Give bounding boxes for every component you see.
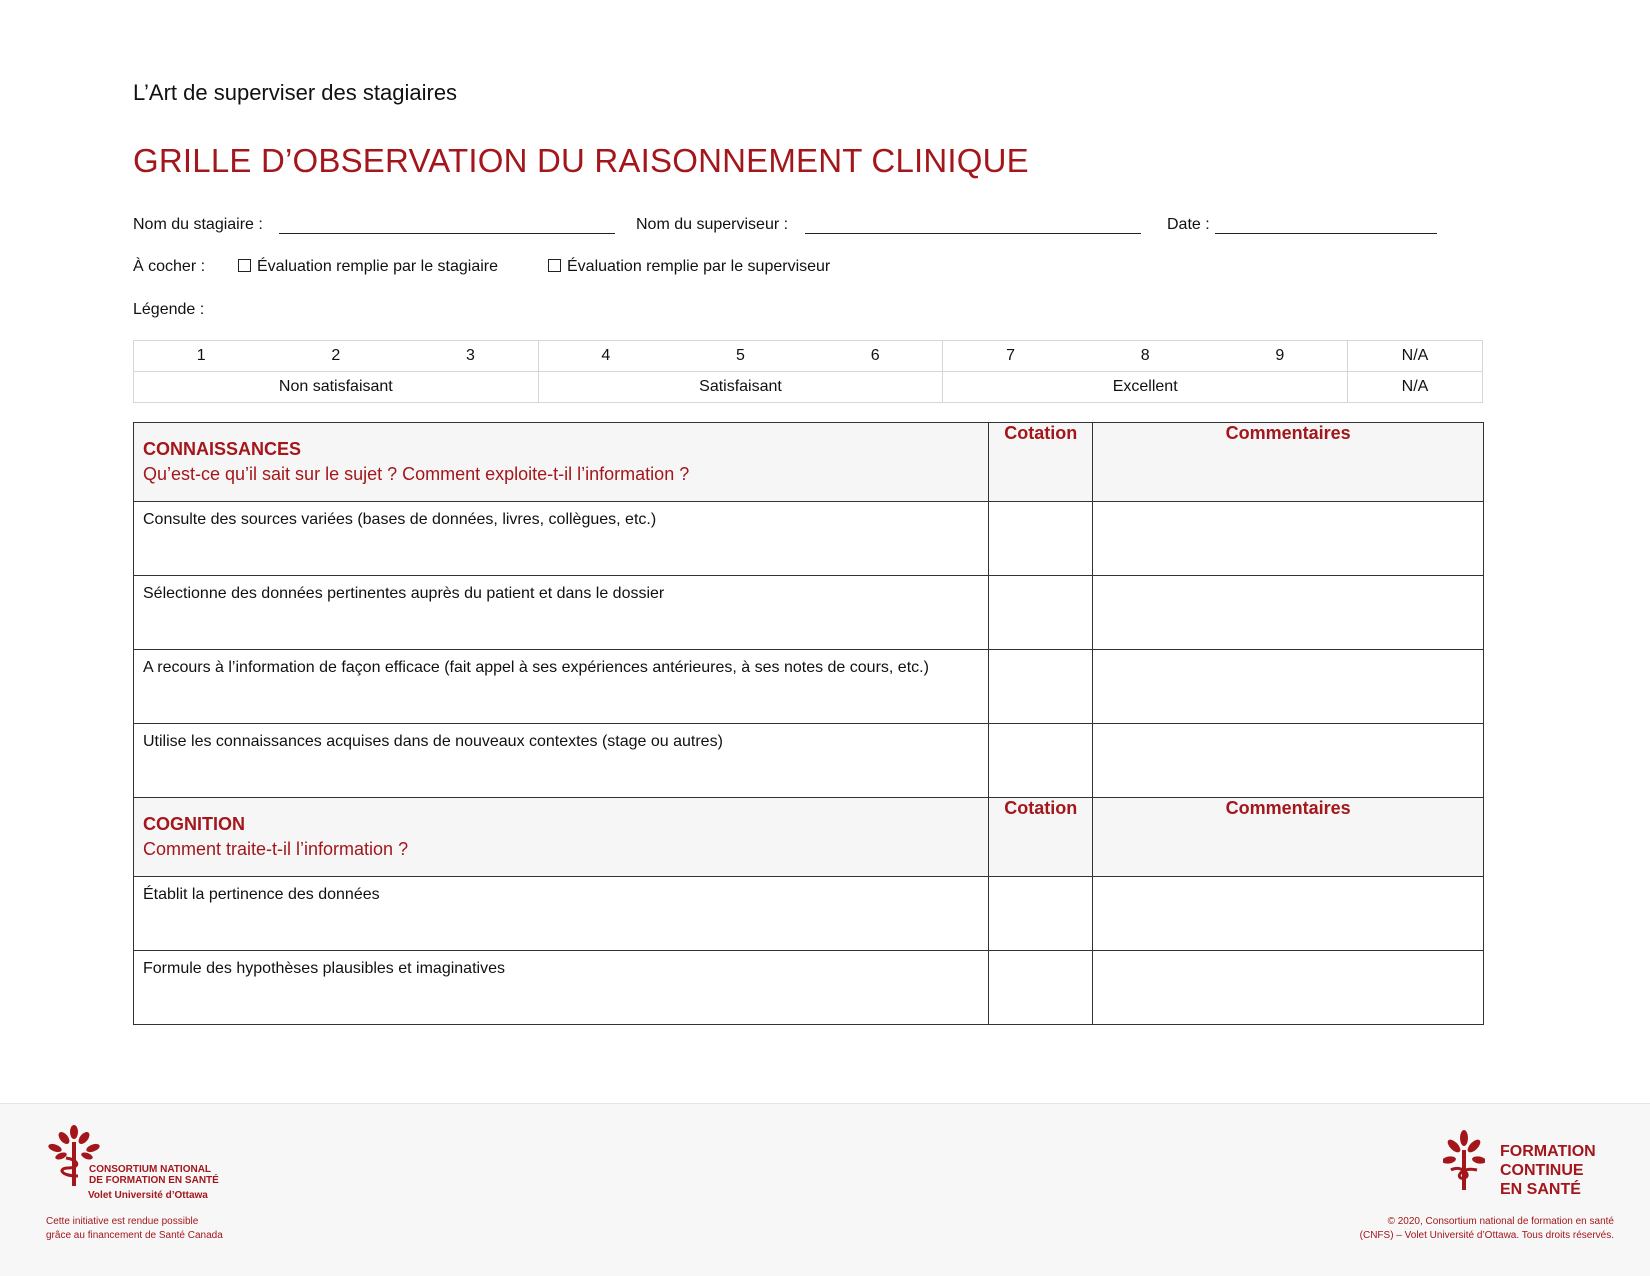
cnfs-name-line2: DE FORMATION EN SANTÉ	[89, 1175, 219, 1186]
legend-numbers-row	[134, 341, 1483, 372]
rating-column-header: Cotation	[989, 423, 1093, 502]
comments-column-header: Commentaires	[1093, 423, 1484, 502]
comments-cell[interactable]	[1093, 650, 1484, 724]
document-subtitle: L’Art de superviser des stagiaires	[133, 80, 458, 105]
criterion-text: Utilise les connaissances acquises dans de nouveaux contextes (stage ou autres)	[143, 733, 723, 750]
legend-number: N/A	[1348, 341, 1483, 372]
fcs-name-line3: EN SANTÉ	[1500, 1181, 1581, 1198]
observation-grid	[133, 422, 1484, 1025]
legend-number: 1	[134, 341, 269, 372]
copyright-line1: © 2020, Consortium national de formation en santé	[1387, 1216, 1614, 1227]
checkbox-supervisor[interactable]	[548, 258, 830, 276]
section-title: CONNAISSANCES	[143, 439, 302, 459]
section-question: Comment traite-t-il l’information ?	[143, 839, 409, 859]
page-title: GRILLE D’OBSERVATION DU RAISONNEMENT CLINIQUE	[133, 142, 1029, 179]
legend-group: Excellent	[943, 372, 1348, 403]
rating-cell[interactable]	[989, 650, 1093, 724]
date-label: Date :	[1167, 216, 1210, 233]
page-footer	[0, 1103, 1650, 1276]
legend-number: 9	[1213, 341, 1348, 372]
trainee-label: Nom du stagiaire :	[133, 216, 263, 233]
legend-number: 4	[538, 341, 673, 372]
table-row	[134, 724, 1484, 798]
copyright-line2: (CNFS) – Volet Université d’Ottawa. Tous droits réservés.	[1359, 1230, 1614, 1241]
criterion-text: Sélectionne des données pertinentes auprès du patient et dans le dossier	[143, 585, 665, 602]
legend-group: Non satisfaisant	[134, 372, 539, 403]
trainee-name-field[interactable]	[279, 233, 615, 234]
legend-group: Satisfaisant	[538, 372, 943, 403]
legend-number: 6	[808, 341, 943, 372]
rating-cell[interactable]	[989, 724, 1093, 798]
section-question: Qu’est-ce qu’il sait sur le sujet ? Comment exploite-t-il l’information ?	[143, 464, 690, 484]
table-row	[134, 650, 1484, 724]
cnfs-name-line3: Volet Université d’Ottawa	[88, 1190, 208, 1201]
supervisor-label: Nom du superviseur :	[636, 216, 789, 233]
legend-number: 5	[673, 341, 808, 372]
checkbox-trainee-label: Évaluation remplie par le stagiaire	[257, 258, 499, 275]
table-row	[134, 576, 1484, 650]
section-header-cognition	[134, 798, 1484, 877]
criterion-text: Établit la pertinence des données	[143, 886, 380, 903]
criterion-text: Consulte des sources variées (bases de données, livres, collègues, etc.)	[143, 511, 657, 528]
fcs-logo-icon	[1443, 1130, 1485, 1192]
table-row	[134, 877, 1484, 951]
table-row	[134, 502, 1484, 576]
legend-groups-row	[134, 372, 1483, 403]
comments-cell[interactable]	[1093, 877, 1484, 951]
comments-cell[interactable]	[1093, 576, 1484, 650]
checkbox-icon	[238, 259, 251, 272]
table-row	[134, 951, 1484, 1025]
funding-line2: grâce au financement de Santé Canada	[46, 1230, 223, 1241]
legend-number: 3	[403, 341, 538, 372]
funding-line1: Cette initiative est rendue possible	[46, 1216, 199, 1227]
comments-column-header: Commentaires	[1093, 798, 1484, 877]
comments-cell[interactable]	[1093, 951, 1484, 1025]
checkbox-trainee[interactable]	[238, 258, 498, 276]
legend-number: 8	[1078, 341, 1213, 372]
criterion-text: A recours à l’information de façon efficace (fait appel à ses expériences antérieures, à ses notes de cours, etc.)	[143, 659, 929, 676]
criterion-text: Formule des hypothèses plausibles et imaginatives	[143, 960, 505, 977]
legend-table	[133, 340, 1483, 403]
legend-number: 7	[943, 341, 1078, 372]
date-field[interactable]	[1215, 233, 1437, 234]
comments-cell[interactable]	[1093, 724, 1484, 798]
section-title: COGNITION	[143, 814, 245, 834]
rating-cell[interactable]	[989, 951, 1093, 1025]
comments-cell[interactable]	[1093, 502, 1484, 576]
checkbox-icon	[548, 259, 561, 272]
rating-cell[interactable]	[989, 877, 1093, 951]
legend-label: Légende :	[133, 301, 205, 318]
supervisor-name-field[interactable]	[805, 233, 1141, 234]
rating-column-header: Cotation	[989, 798, 1093, 877]
checkbox-supervisor-label: Évaluation remplie par le superviseur	[567, 258, 831, 275]
rating-cell[interactable]	[989, 576, 1093, 650]
legend-group: N/A	[1348, 372, 1483, 403]
check-label: À cocher :	[133, 258, 206, 275]
rating-cell[interactable]	[989, 502, 1093, 576]
fcs-name-line2: CONTINUE	[1500, 1162, 1584, 1179]
cnfs-name-line1: CONSORTIUM NATIONAL	[89, 1164, 212, 1175]
legend-number: 2	[268, 341, 403, 372]
fcs-name-line1: FORMATION	[1500, 1143, 1596, 1160]
section-header-connaissances	[134, 423, 1484, 502]
